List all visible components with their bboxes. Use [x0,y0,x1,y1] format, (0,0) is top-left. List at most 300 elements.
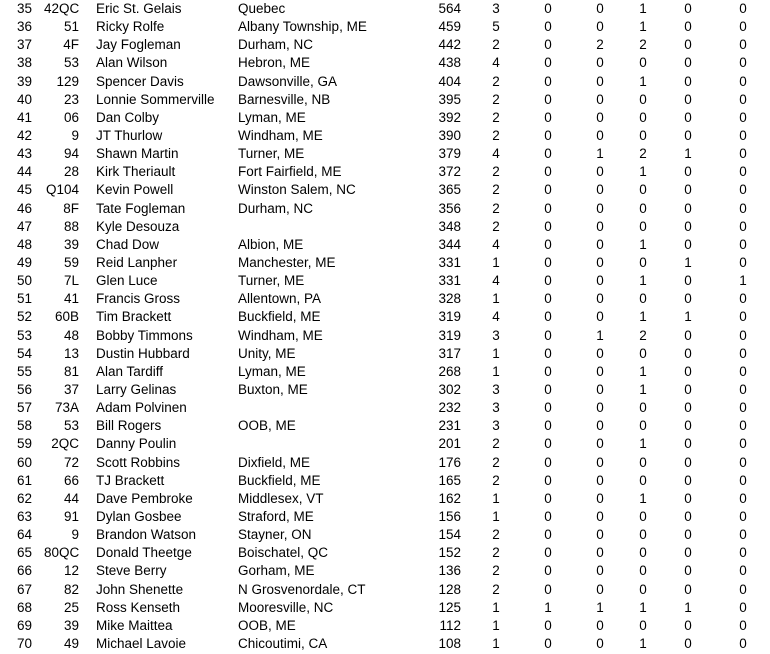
top10-cell: 1 [639,363,647,379]
wins-cell: 0 [544,19,552,35]
starts-cell: 1 [492,291,500,307]
starts-cell: 1 [492,599,500,615]
poles-cell: 0 [684,291,692,307]
hometown-cell: OOB, ME [238,617,296,633]
poles-cell: 0 [684,91,692,107]
wins-cell: 0 [544,581,552,597]
top5-cell: 2 [596,37,604,53]
poles-cell: 0 [684,109,692,125]
wins-cell: 0 [544,617,552,633]
points-cell: 395 [438,91,461,107]
driver-name-cell: Ross Kenseth [96,599,181,615]
top5-cell: 0 [596,291,604,307]
top10-cell: 0 [639,218,647,234]
hometown-cell: Lyman, ME [238,109,306,125]
top5-cell: 0 [596,508,604,524]
starts-cell: 3 [492,327,500,343]
car-number-cell: 39 [63,236,79,252]
starts-cell: 2 [492,91,500,107]
position-cell: 61 [16,472,32,488]
starts-cell: 2 [492,545,500,561]
poles-cell: 0 [684,454,692,470]
hometown-cell: Fort Fairfield, ME [238,164,342,180]
position-cell: 38 [16,55,32,71]
points-cell: 356 [438,200,461,216]
points-cell: 112 [439,617,461,633]
poles-cell: 0 [684,200,692,216]
starts-cell: 1 [492,490,500,506]
poles-cell: 1 [684,309,692,325]
starts-cell: 4 [492,273,500,289]
table-row [0,417,770,435]
starts-cell: 2 [492,164,500,180]
car-number-cell: Q104 [45,182,79,198]
laps-led-cell: 0 [739,164,747,180]
hometown-cell: Winston Salem, NC [238,182,356,198]
top5-cell: 0 [596,418,604,434]
table-row [0,508,770,526]
top5-cell: 0 [596,545,604,561]
driver-name-cell: Brandon Watson [96,527,197,543]
starts-cell: 4 [492,55,500,71]
driver-name-cell: Chad Dow [96,236,160,252]
wins-cell: 0 [544,164,552,180]
poles-cell: 0 [684,581,692,597]
top10-cell: 0 [639,91,647,107]
driver-name-cell: Dustin Hubbard [96,345,190,361]
poles-cell: 0 [684,273,692,289]
wins-cell: 0 [544,127,552,143]
laps-led-cell: 0 [739,508,747,524]
top10-cell: 1 [639,635,647,651]
position-cell: 67 [16,581,32,597]
laps-led-cell: 0 [739,55,747,71]
driver-name-cell: Adam Polvinen [96,400,187,416]
wins-cell: 1 [544,599,552,615]
top5-cell: 0 [596,254,604,270]
points-cell: 379 [438,146,461,162]
points-cell: 162 [438,490,461,506]
poles-cell: 0 [684,545,692,561]
poles-cell: 0 [684,55,692,71]
starts-cell: 2 [492,454,500,470]
starts-cell: 2 [492,182,500,198]
wins-cell: 0 [544,563,552,579]
table-row [0,381,770,399]
car-number-cell: 82 [63,581,79,597]
top5-cell: 0 [596,236,604,252]
position-cell: 41 [16,109,32,125]
table-row [0,562,770,580]
position-cell: 57 [16,400,32,416]
poles-cell: 0 [684,472,692,488]
starts-cell: 1 [492,508,500,524]
top10-cell: 1 [639,1,647,16]
poles-cell: 1 [684,254,692,270]
starts-cell: 4 [492,146,500,162]
top5-cell: 1 [596,146,604,162]
position-cell: 54 [16,345,32,361]
hometown-cell: Middlesex, VT [238,490,324,506]
top5-cell: 0 [596,581,604,597]
top5-cell: 0 [596,381,604,397]
table-row [0,18,770,36]
position-cell: 39 [16,73,32,89]
top10-cell: 0 [639,418,647,434]
poles-cell: 0 [684,182,692,198]
starts-cell: 2 [492,527,500,543]
car-number-cell: 7L [63,273,79,289]
table-row [0,127,770,145]
table-row [0,181,770,199]
top5-cell: 0 [596,454,604,470]
top5-cell: 0 [596,345,604,361]
table-row [0,490,770,508]
top10-cell: 1 [639,236,647,252]
wins-cell: 0 [544,91,552,107]
top5-cell: 0 [596,617,604,633]
top5-cell: 0 [596,490,604,506]
points-cell: 365 [438,182,461,198]
driver-name-cell: Ricky Rolfe [96,19,165,35]
laps-led-cell: 0 [739,19,747,35]
top10-cell: 0 [639,617,647,633]
top5-cell: 0 [596,19,604,35]
car-number-cell: 53 [63,55,79,71]
table-row [0,363,770,381]
hometown-cell: Mooresville, NC [238,599,334,615]
table-row [0,54,770,72]
top10-cell: 1 [639,490,647,506]
wins-cell: 0 [544,146,552,162]
laps-led-cell: 0 [739,327,747,343]
points-cell: 319 [438,309,461,325]
hometown-cell: Windham, ME [238,327,323,343]
poles-cell: 0 [684,164,692,180]
top5-cell: 0 [596,91,604,107]
table-row [0,635,770,653]
wins-cell: 0 [544,436,552,452]
hometown-cell: Turner, ME [238,146,305,162]
top10-cell: 1 [639,309,647,325]
top10-cell: 1 [639,436,647,452]
position-cell: 56 [16,381,32,397]
poles-cell: 0 [684,436,692,452]
points-cell: 344 [438,236,461,252]
position-cell: 53 [16,327,32,343]
driver-name-cell: Tim Brackett [96,309,172,325]
laps-led-cell: 0 [739,490,747,506]
position-cell: 66 [16,563,32,579]
driver-name-cell: Eric St. Gelais [96,1,182,16]
laps-led-cell: 0 [739,73,747,89]
poles-cell: 0 [684,400,692,416]
points-cell: 165 [438,472,461,488]
top10-cell: 0 [639,400,647,416]
laps-led-cell: 0 [739,418,747,434]
car-number-cell: 48 [63,327,79,343]
top5-cell: 0 [596,363,604,379]
top10-cell: 0 [639,200,647,216]
car-number-cell: 23 [63,91,79,107]
car-number-cell: 94 [63,146,79,162]
points-cell: 125 [438,599,461,615]
top10-cell: 0 [639,291,647,307]
position-cell: 69 [16,617,32,633]
points-cell: 442 [438,37,461,53]
top5-cell: 0 [596,127,604,143]
wins-cell: 0 [544,545,552,561]
hometown-cell: Turner, ME [238,273,305,289]
top10-cell: 0 [639,55,647,71]
table-row [0,218,770,236]
car-number-cell: 44 [63,490,79,506]
laps-led-cell: 0 [739,91,747,107]
car-number-cell: 4F [63,37,79,53]
table-row [0,236,770,254]
laps-led-cell: 0 [739,472,747,488]
position-cell: 64 [16,527,32,543]
top10-cell: 0 [639,254,647,270]
wins-cell: 0 [544,327,552,343]
points-cell: 331 [438,254,461,270]
wins-cell: 0 [544,291,552,307]
top5-cell: 1 [596,327,604,343]
table-row [0,254,770,272]
position-cell: 46 [16,200,32,216]
starts-cell: 3 [492,1,500,16]
starts-cell: 5 [492,19,500,35]
poles-cell: 1 [684,146,692,162]
car-number-cell: 8F [63,200,79,216]
hometown-cell: Durham, NC [238,200,314,216]
table-row [0,581,770,599]
wins-cell: 0 [544,635,552,651]
laps-led-cell: 0 [739,617,747,633]
table-row [0,91,770,109]
car-number-cell: 59 [63,254,79,270]
car-number-cell: 81 [63,363,79,379]
starts-cell: 1 [492,254,500,270]
table-row [0,145,770,163]
points-cell: 404 [438,73,461,89]
poles-cell: 0 [684,236,692,252]
laps-led-cell: 0 [739,146,747,162]
points-cell: 152 [438,545,461,561]
wins-cell: 0 [544,454,552,470]
hometown-cell: Dawsonville, GA [238,73,338,89]
car-number-cell: 42QC [44,1,80,16]
laps-led-cell: 0 [739,1,747,16]
top5-cell: 0 [596,563,604,579]
laps-led-cell: 0 [739,109,747,125]
position-cell: 37 [16,37,32,53]
position-cell: 55 [16,363,32,379]
table-row [0,544,770,562]
starts-cell: 2 [492,218,500,234]
wins-cell: 0 [544,381,552,397]
starts-cell: 2 [492,200,500,216]
top10-cell: 0 [639,127,647,143]
top5-cell: 0 [596,218,604,234]
hometown-cell: Quebec [238,1,286,16]
laps-led-cell: 0 [739,37,747,53]
wins-cell: 0 [544,508,552,524]
hometown-cell: Straford, ME [238,508,314,524]
wins-cell: 0 [544,345,552,361]
top5-cell: 0 [596,527,604,543]
driver-name-cell: JT Thurlow [96,127,163,143]
laps-led-cell: 1 [739,273,747,289]
points-cell: 438 [438,55,461,71]
poles-cell: 1 [684,599,692,615]
top5-cell: 0 [596,635,604,651]
laps-led-cell: 0 [739,527,747,543]
position-cell: 48 [16,236,32,252]
starts-cell: 4 [492,309,500,325]
car-number-cell: 41 [63,291,79,307]
poles-cell: 0 [684,490,692,506]
position-cell: 51 [16,291,32,307]
position-cell: 47 [16,218,32,234]
poles-cell: 0 [684,218,692,234]
wins-cell: 0 [544,527,552,543]
hometown-cell: Buckfield, ME [238,309,321,325]
points-cell: 392 [438,109,461,125]
driver-name-cell: Danny Poulin [96,436,177,452]
table-row [0,36,770,54]
car-number-cell: 73A [54,400,79,416]
driver-name-cell: Francis Gross [96,291,181,307]
poles-cell: 0 [684,563,692,579]
position-cell: 49 [16,254,32,270]
position-cell: 65 [16,545,32,561]
top5-cell: 0 [596,1,604,16]
starts-cell: 2 [492,73,500,89]
top5-cell: 0 [596,400,604,416]
hometown-cell: N Grosvenordale, CT [238,581,366,597]
position-cell: 68 [16,599,32,615]
top10-cell: 1 [639,73,647,89]
table-row [0,399,770,417]
wins-cell: 0 [544,182,552,198]
laps-led-cell: 0 [739,599,747,615]
top5-cell: 0 [596,472,604,488]
driver-name-cell: Dave Pembroke [96,490,193,506]
car-number-cell: 88 [63,218,79,234]
car-number-cell: 66 [63,472,79,488]
top10-cell: 0 [639,508,647,524]
hometown-cell: Durham, NC [238,37,314,53]
points-cell: 317 [438,345,461,361]
table-row [0,599,770,617]
top5-cell: 0 [596,309,604,325]
table-row [0,472,770,490]
laps-led-cell: 0 [739,291,747,307]
hometown-cell: Buckfield, ME [238,472,321,488]
wins-cell: 0 [544,37,552,53]
position-cell: 40 [16,91,32,107]
hometown-cell: Boischatel, QC [238,545,329,561]
laps-led-cell: 0 [739,436,747,452]
driver-name-cell: TJ Brackett [96,472,165,488]
table-row [0,290,770,308]
starts-cell: 3 [492,418,500,434]
car-number-cell: 2QC [51,436,79,452]
poles-cell: 0 [684,345,692,361]
top5-cell: 0 [596,182,604,198]
car-number-cell: 72 [63,454,79,470]
hometown-cell: OOB, ME [238,418,296,434]
car-number-cell: 9 [71,527,79,543]
points-cell: 176 [438,454,461,470]
starts-cell: 2 [492,127,500,143]
driver-name-cell: Scott Robbins [96,454,181,470]
table-row [0,308,770,326]
top5-cell: 0 [596,164,604,180]
table-row [0,435,770,453]
position-cell: 58 [16,418,32,434]
hometown-cell: Allentown, PA [238,291,322,307]
car-number-cell: 60B [54,309,79,325]
table-row [0,109,770,127]
top10-cell: 0 [639,472,647,488]
car-number-cell: 12 [63,563,79,579]
points-cell: 459 [438,19,461,35]
hometown-cell: Buxton, ME [238,381,308,397]
top10-cell: 1 [639,164,647,180]
points-cell: 390 [438,127,461,143]
hometown-cell: Lyman, ME [238,363,306,379]
poles-cell: 0 [684,617,692,633]
table-row [0,345,770,363]
top5-cell: 0 [596,273,604,289]
top10-cell: 0 [639,527,647,543]
position-cell: 44 [16,164,32,180]
position-cell: 42 [16,127,32,143]
poles-cell: 0 [684,37,692,53]
starts-cell: 2 [492,37,500,53]
poles-cell: 0 [684,19,692,35]
position-cell: 52 [16,309,32,325]
position-cell: 50 [16,273,32,289]
wins-cell: 0 [544,55,552,71]
laps-led-cell: 0 [739,236,747,252]
driver-name-cell: Alan Wilson [96,55,168,71]
position-cell: 60 [16,454,32,470]
driver-name-cell: Michael Lavoie [96,635,187,651]
laps-led-cell: 0 [739,218,747,234]
position-cell: 35 [16,1,32,16]
poles-cell: 0 [684,418,692,434]
top5-cell: 0 [596,109,604,125]
table-row [0,272,770,290]
top10-cell: 0 [639,581,647,597]
driver-name-cell: Glen Luce [96,273,158,289]
starts-cell: 1 [492,363,500,379]
wins-cell: 0 [544,254,552,270]
position-cell: 43 [16,146,32,162]
starts-cell: 2 [492,581,500,597]
hometown-cell: Hebron, ME [238,55,311,71]
points-cell: 564 [438,1,461,16]
car-number-cell: 80QC [44,545,80,561]
car-number-cell: 06 [63,109,79,125]
laps-led-cell: 0 [739,309,747,325]
driver-name-cell: Spencer Davis [96,73,184,89]
car-number-cell: 13 [63,345,79,361]
driver-name-cell: Larry Gelinas [96,381,177,397]
